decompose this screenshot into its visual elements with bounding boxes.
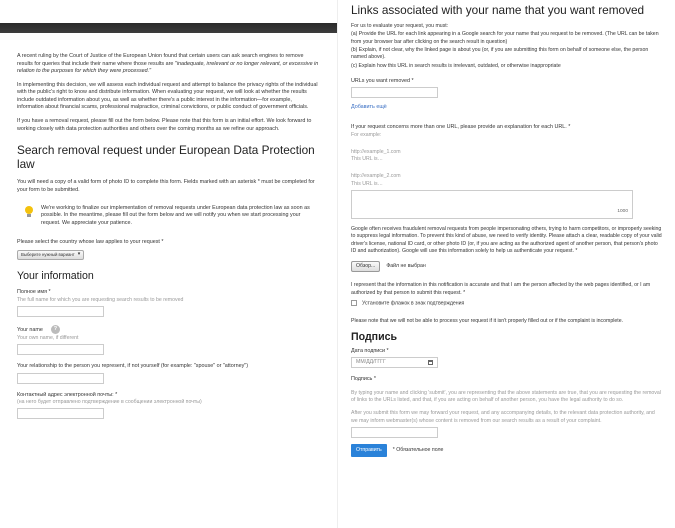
your-name-input[interactable] [17, 344, 104, 355]
right-column [337, 0, 675, 528]
date-label: Дата подписи * [351, 347, 389, 354]
represent-text: I represent that the information in this notification is accurate and that I am the person affected by the web pages identified, or I am authorized by that person to submit this request. * [351, 282, 651, 296]
intro-quote: "inadequate, irrelevant or no longer relevant, or excessive in relation to the purposes for which they were processed." [17, 60, 319, 75]
full-name-label: Полное имя * [17, 289, 51, 296]
example-1-url: http://example_1.com [351, 148, 401, 155]
example-2-text: This URL is… [351, 180, 383, 187]
confirm-checkbox-label: Установите флажок в знак подтверждения [362, 300, 465, 307]
browse-button[interactable]: Обзор... [351, 261, 380, 272]
calendar-icon[interactable] [428, 360, 433, 365]
sign-text: By typing your name and clicking 'submit', you are representing that the above statements are true, that you are requesting the removal of links to the URLs listed, and that, if you are acting on behalf of another person, you have the legal authority to do so. [351, 389, 661, 403]
explanation-textarea[interactable] [351, 190, 633, 219]
full-name-hint: The full name for which you are requesting search results to be removed [17, 297, 184, 304]
submit-button[interactable]: Отправить [351, 444, 387, 457]
intro-section [0, 53, 337, 419]
notice-box [17, 201, 320, 232]
links-title: Links associated with your name that you want removed [351, 3, 645, 17]
your-name-label: Your name [17, 327, 43, 334]
example-2-url: http://example_2.com [351, 173, 401, 180]
add-more-link[interactable]: Добавить ещё [351, 104, 387, 111]
date-input[interactable] [351, 357, 438, 368]
lightbulb-icon [25, 206, 33, 218]
country-select[interactable] [17, 250, 84, 260]
instruction-a: (a) Provide the URL for each link appearing in a Google search for your name that you request to be removed. (The URL can be taken from your browser bar after clicking on the search result in question) [351, 31, 659, 45]
left-column [0, 0, 337, 528]
warning-text: Please note that we will not be able to process your request if it isn't properly filled out or if the complaint is incomplete. [351, 317, 624, 324]
date-placeholder: ММ/ДД/ГГГГ [356, 358, 386, 365]
notice-text: We're working to finalize our implementation of removal requests under European data protection law as soon as possible. In the meantime, please fill out the form below and we will notify you when we start processing your request. We appreciate your patience. [41, 204, 310, 226]
relationship-label: Your relationship to the person you represent, if not yourself (for example: "spouse" or "attorney") [17, 363, 248, 370]
explanation-label: If your request concerns more than one URL, please provide an explanation for each URL. * [351, 123, 571, 130]
instructions-intro: For us to evaluate your request, you must: [351, 23, 449, 30]
photo-id-note: You will need a copy of a valid form of photo ID to complete this form. Fields marked with an asterisk * must be completed for your form to be submitted. [17, 179, 315, 193]
full-name-input[interactable] [17, 306, 104, 317]
urls-label: URLs you want removed * [351, 77, 414, 84]
example-1-text: This URL is… [351, 156, 383, 163]
email-label: Контактный адрес электронной почты: * [17, 391, 118, 398]
no-file-text: Файл не выбран [386, 263, 426, 270]
id-note: Google often receives fraudulent removal requests from people impersonating others, trying to harm competitors, or improperly seeking to suppress legal information. To prevent this kind of abuse, we need to verify identity. Please attach a clear, readable copy of your valid driver's license, national ID card, or other photo ID (or, if you are acting as the authorized agent of another person, that person's photo ID and authorization). Google will use this information solely to help us authenticate your request. * [351, 225, 662, 254]
section-title: Search removal request under European Data Protection law [17, 143, 315, 172]
instruction-b: (b) Explain, if not clear, why the linked page is about you (or, if you are submitting this form on behalf of someone else, the person named above). [351, 47, 649, 61]
intro-paragraph-2: In implementing this decision, we will assess each individual request and attempt to balance the privacy rights of the individual with the public's right to know and distribute information. When evaluating your request, we will look at whether the results include outdated information about you, as well as whether there's a public interest in the information—for example, information about financial scams, professional malpractice, criminal convictions, or public conduct of government officials. [17, 81, 318, 111]
char-counter: 1000 [617, 209, 628, 215]
url-input[interactable] [351, 87, 438, 98]
country-label: Please select the country whose law applies to your request * [17, 239, 164, 246]
intro-text: A recent ruling by the Court of Justice of the European Union found that certain users can ask search engines to remove results for queries that include their name where those results are [17, 53, 304, 67]
signature-input[interactable] [351, 427, 438, 438]
intro-paragraph-3: If you have a removal request, please fill out the form below. Please note that this form is an initial effort. We look forward to working closely with data protection authorities and others over the coming months as we refine our approach. [17, 117, 312, 132]
relationship-input[interactable] [17, 373, 104, 384]
signature-label: Подпись * [351, 376, 376, 383]
links-section [338, 3, 675, 457]
submit-row [351, 444, 662, 457]
confirm-checkbox[interactable] [351, 300, 357, 306]
forward-text: After you submit this form we may forward your request, and any accompanying details, to the relevant data protection authority, and we may inform webmaster(s) whose content is removed from our search results as a result of your complaint. [351, 410, 655, 424]
country-select-value: Выберите нужный вариант [21, 251, 75, 257]
intro-paragraph-1 [17, 53, 320, 76]
your-information-title: Your information [17, 269, 94, 282]
file-upload-row [351, 261, 662, 272]
signature-title: Подпись [351, 330, 397, 343]
instruction-c: (c) Explain how this URL in search results is irrelevant, outdated, or otherwise inappropriate [351, 62, 561, 69]
email-input[interactable] [17, 408, 104, 419]
required-note: * Обязательное поле [392, 446, 444, 453]
for-example-text: For example: [351, 131, 382, 138]
email-hint: (на него будет отправлено подтверждение в сообщении электронной почты) [17, 399, 202, 406]
your-name-label-row [17, 325, 320, 334]
your-name-hint: Your own name, if different [17, 334, 79, 341]
confirm-row [351, 300, 662, 308]
header-band [0, 23, 337, 33]
help-icon[interactable]: ? [51, 325, 60, 334]
